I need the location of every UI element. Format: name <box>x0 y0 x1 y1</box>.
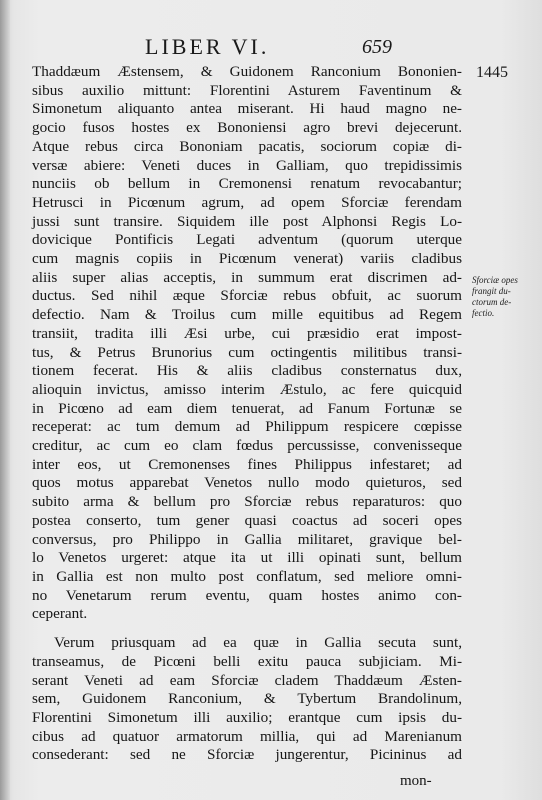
page-gutter-shadow <box>0 0 10 800</box>
text-line: in Gallia est non multo post conflatum, sed meliore omni- <box>32 567 462 585</box>
text-line: Verum priusquam ad ea quæ in Gallia secuta sunt, <box>54 634 462 652</box>
text-line: gocio fusos hostes ex Bononiensi agro brevi dejecerunt. <box>32 119 462 137</box>
running-head: LIBER VI. <box>145 34 270 59</box>
text-line: quos motus apparebat Venetos nullo modo quieturos, sed <box>32 474 462 492</box>
text-line: conversus, pro Philippo in Gallia militaret, gravique bel- <box>32 530 462 548</box>
text-line: Thaddæum Æstensem, & Guidonem Ranconium Bononien- <box>32 63 462 80</box>
marginal-note-line: ctorum de- <box>472 297 512 307</box>
marginal-note-line: frangit du- <box>472 286 511 296</box>
text-line: serant Veneti ad eam Sforciæ cladem Thaddæum Æsten- <box>32 671 462 689</box>
text-line: Florentini Simonetum illi auxilio; erantque cum ipsis du- <box>32 708 462 726</box>
margin-year: 1445 <box>476 64 508 81</box>
text-line: creditur, ac cum eo clam fœdus percussisse, convenisseque <box>32 437 462 455</box>
text-line: aliis super alias acceptis, in summum erat discrimen ad- <box>32 268 462 286</box>
text-line: Hetrusci in Picœnum agrum, ad opem Sforciæ ferendam <box>32 193 462 211</box>
text-line: nunciis ob bellum in Cremonensi renatum revocabantur; <box>32 175 462 193</box>
text-line: tionem fecerat. His & aliis cladibus consternatus dux, <box>32 362 462 380</box>
marginal-note-line: fectio. <box>472 308 495 318</box>
text-line: ceperant. <box>32 605 88 623</box>
text-line: Simonetum aliquanto antea miserant. Hi haud magno ne- <box>32 100 462 118</box>
text-line: receperat: ac tum demum ad Philippum respicere cœpisse <box>32 418 462 436</box>
text-line: transiit, tradita illi Æsi urbe, cui præsidio erat impost- <box>32 324 462 342</box>
text-line: cibus ad quatuor armatorum millia, qui ad Marenianum <box>32 727 462 745</box>
text-line: tus, & Petrus Brunorius cum octingentis militibus transi- <box>32 343 462 361</box>
text-line: in Picœno ad eam diem tenuerat, ad Fanum Fortunæ se <box>32 399 462 417</box>
text-line: subito arma & bellum pro Sforciæ rebus reparaturos: quo <box>32 493 462 511</box>
catchword: mon- <box>400 773 432 789</box>
paragraph-gap <box>32 624 462 634</box>
text-line: ductus. Sed nihil æque Sforciæ rebus obfuit, ac suorum <box>32 287 462 305</box>
text-line: consederant: sed ne Sforciæ jungerentur, Picininus ad <box>32 746 462 764</box>
text-line: sem, Guidonem Ranconium, & Tybertum Brandolinum, <box>32 690 462 708</box>
text-line: versæ abiere: Veneti duces in Galliam, quo trepidissimis <box>32 156 462 174</box>
text-line: Atque rebus circa Bononiam pacatis, sociorum copiæ di- <box>32 137 462 155</box>
body-text <box>32 63 462 765</box>
text-line: defectio. Nam & Troilus cum mille equitibus ad Regem <box>32 306 462 324</box>
text-line: jussi sunt transire. Siquidem ille post Alphonsi Regis Lo- <box>32 212 462 230</box>
marginal-note-line: Sforciæ opes <box>472 275 518 285</box>
text-line: transeamus, de Picœni belli exitu pauca subjiciam. Mi- <box>32 652 462 670</box>
text-line: postea conserto, tum gener quasi coactus ad soceri opes <box>32 511 462 529</box>
text-line: dovicique Pontificis Legati adventum (quorum uterque <box>32 231 462 249</box>
text-line: lo Venetos urgeret: atque ita ut illi opinati sunt, bellum <box>32 549 462 567</box>
text-line: alioquin invictus, amisso interim Æstulo, ac fere quicquid <box>32 380 462 398</box>
text-line: cum magnis copiis in Picœnum venerat) variis cladibus <box>32 250 462 268</box>
text-line: no Venetarum rerum eventu, quam hostes animo con- <box>32 586 462 604</box>
page-number: 659 <box>362 36 392 58</box>
text-line: inter eos, ut Cremonenses fines Philippus infestaret; ad <box>32 455 462 473</box>
marginal-note <box>472 275 538 319</box>
text-line: sibus auxilio mittunt: Florentini Asturem Faventinum & <box>32 81 462 99</box>
